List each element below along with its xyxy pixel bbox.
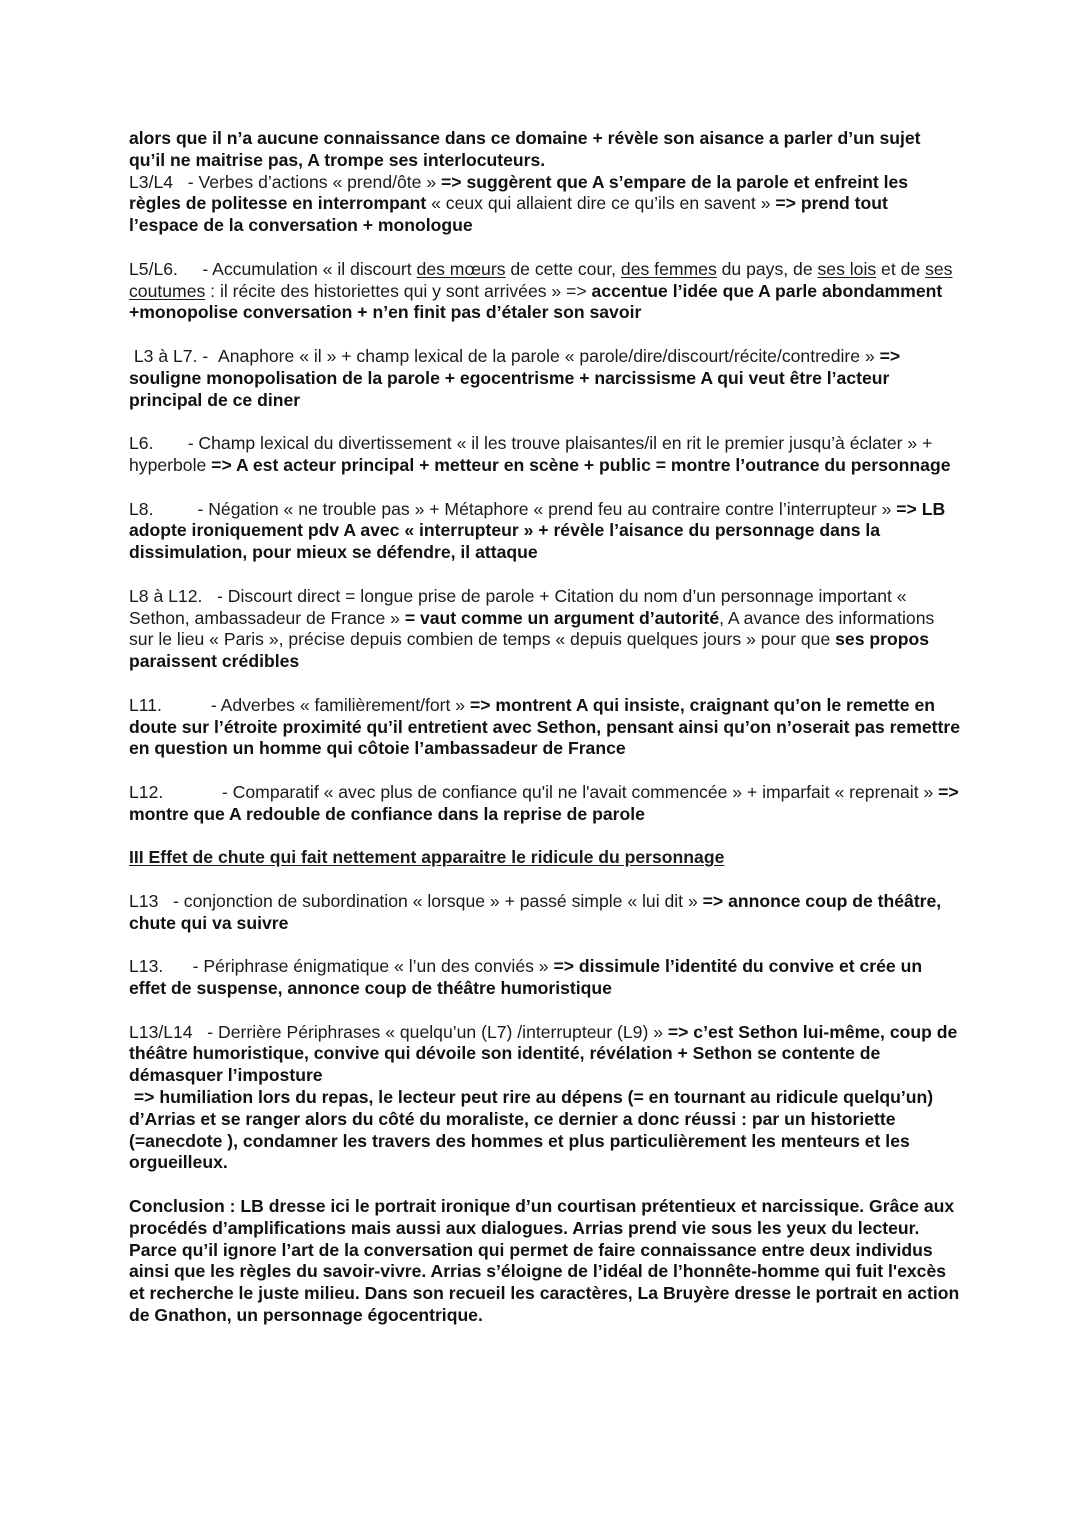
paragraph-l13-a <box>129 891 960 935</box>
analysis-conclusion: ses propos paraissent crédibles <box>129 629 929 672</box>
line-ref: L12. <box>129 781 164 802</box>
analysis-conclusion: => souligne monopolisation de la parole + egocentrisme + narcissisme A qui veut être l’acteur principal de ce diner <box>129 345 901 410</box>
section-title: III Effet de chute qui fait nettement apparaitre le ridicule du personnage <box>129 847 725 868</box>
line-ref: L3/L4 <box>129 171 174 192</box>
paragraph-l6 <box>129 433 960 477</box>
analysis-conclusion: => prend tout l’espace de la conversation + monologue <box>129 193 888 236</box>
analysis-text: - Discourt direct = longue prise de parole + Citation du nom d’un personnage important « Sethon, ambassadeur de France » <box>129 585 907 628</box>
analysis-conclusion: => montre que A redouble de confiance dans la reprise de parole <box>129 781 959 824</box>
analysis-conclusion: => annonce coup de théâtre, chute qui va suivre <box>129 890 942 933</box>
underlined-word: des mœurs <box>416 258 506 279</box>
analysis-text: - Verbes d’actions « prend/ôte » <box>187 171 442 192</box>
analysis-conclusion: => humiliation lors du repas, le lecteur peut rire au dépens (= en tournant au ridicule quelqu’un) d’Arrias et se ranger alors du côté du moraliste, ce dernier a donc réussi : par un historiette (=anecdote ), condamner les travers des hommes et plus particulièrement les menteurs et les orgueilleux. <box>129 1087 934 1173</box>
paragraph-l12 <box>129 782 960 826</box>
paragraph-l11 <box>129 695 960 760</box>
analysis-conclusion: => c’est Sethon lui-même, coup de théâtre humoristique, convive qui dévoile son identité, révélation + Sethon se contente de démasquer l’imposture <box>129 1021 958 1086</box>
paragraph-l8 <box>129 499 960 564</box>
analysis-text: - Accumulation « il discourt <box>202 258 417 279</box>
paragraph-l13-b <box>129 956 960 1000</box>
underlined-word: ses lois <box>817 258 877 279</box>
analysis-text: - Champ lexical du divertissement « il les trouve plaisantes/il en rit le premier jusqu’à éclater » + hyperbole <box>129 433 933 475</box>
underlined-word: des femmes <box>620 258 717 279</box>
paragraph-intro <box>129 128 960 172</box>
line-ref: L11. <box>129 694 162 715</box>
analysis-text: Anaphore « il » + champ lexical de la parole « parole/dire/discourt/récite/contredire » <box>218 345 880 366</box>
paragraph-l3-l4 <box>129 172 960 237</box>
analysis-text: : il récite des historiettes qui y sont arrivées » => <box>205 280 592 301</box>
analysis-text: du pays, de <box>716 258 818 279</box>
conclusion-text: Conclusion : LB dresse ici le portrait ironique d’un courtisan prétentieux et narcissique. Grâce aux procédés d’amplifications mais aussi aux dialogues. Arrias prend vie sous les yeux du lecteur. Parce qu’il ignore l’art de la conversation qui permet de faire connaissance entre deux individus ainsi que les règles du savoir-vivre. Arrias s’éloigne de l’idéal de l’honnête-homme qui fuit l'excès et recherche le juste milieu. Dans son recueil les caractères, La Bruyère dresse le portrait en action de Gnathon, un personnage égocentrique. <box>129 1196 960 1326</box>
analysis-text: - Négation « ne trouble pas » + Métaphore « prend feu au contraire contre l’interrupteur » <box>197 498 897 519</box>
intro-text: alors que il n’a aucune connaissance dans ce domaine + révèle son aisance a parler d’un sujet qu’il ne maitrise pas, A trompe ses interlocuteurs. <box>129 128 921 170</box>
analysis-text: - Derrière Périphrases « quelqu’un (L7) /interrupteur (L9) » <box>207 1021 668 1042</box>
analysis-conclusion: => LB adopte ironiquement pdv A avec « interrupteur » + révèle l’aisance du personnage dans la dissimulation, pour mieux se défendre, il attaque <box>129 498 946 563</box>
line-ref: L13. <box>129 956 164 977</box>
analysis-conclusion: = vaut comme un argument d’autorité <box>404 607 720 628</box>
analysis-text: - Périphrase énigmatique « l’un des conviés » <box>192 956 554 977</box>
underlined-word: ses coutumes <box>129 258 953 301</box>
paragraph-l5-l6 <box>129 259 960 324</box>
analysis-text: , A avance des informations sur le lieu « Paris », précise depuis combien de temps « depuis quelques jours » pour que <box>129 607 935 650</box>
analysis-conclusion: accentue l’idée que A parle abondamment +monopolise conversation + n’en finit pas d’étaler son savoir <box>129 280 943 323</box>
line-ref: L8. <box>129 498 154 519</box>
line-ref: L8 à L12. <box>129 585 203 606</box>
conclusion-paragraph <box>129 1196 960 1327</box>
paragraph-l3-l7 <box>129 346 960 411</box>
paragraph-l8-l12 <box>129 586 960 673</box>
analysis-text: de cette cour, <box>505 258 621 279</box>
line-ref: L13 <box>129 890 159 911</box>
analysis-conclusion: => suggèrent que A s’empare de la parole et enfreint les règles de politesse en interrompant <box>129 171 909 214</box>
line-ref: L6. <box>129 433 154 454</box>
analysis-text: - conjonction de subordination « lorsque » + passé simple « lui dit » <box>173 890 703 911</box>
paragraph-l13-l14-continued <box>129 1087 960 1174</box>
analysis-conclusion: => A est acteur principal + metteur en scène + public = montre l’outrance du personnage <box>211 454 951 475</box>
analysis-conclusion: => dissimule l’identité du convive et crée un effet de suspense, annonce coup de théâtre humoristique <box>129 956 923 999</box>
line-ref: L3 à L7. - <box>133 345 209 366</box>
analysis-text: « ceux qui allaient dire ce qu’ils en savent » <box>426 193 776 214</box>
analysis-text: - Comparatif « avec plus de confiance qu'il ne l'avait commencée » + imparfait « reprenait » <box>221 781 939 802</box>
line-ref: L13/L14 <box>129 1021 193 1042</box>
line-ref: L5/L6. <box>129 258 178 279</box>
analysis-text: - Adverbes « familièrement/fort » <box>210 694 470 715</box>
analysis-text: et de <box>876 258 926 279</box>
paragraph-l13-l14 <box>129 1022 960 1087</box>
analysis-conclusion: => montrent A qui insiste, craignant qu’on le remette en doute sur l’étroite proximité qu’il entretient avec Sethon, pensant ainsi qu’on n’oserait pas remettre en question un homme qui côtoie l’ambassadeur de France <box>129 694 960 759</box>
